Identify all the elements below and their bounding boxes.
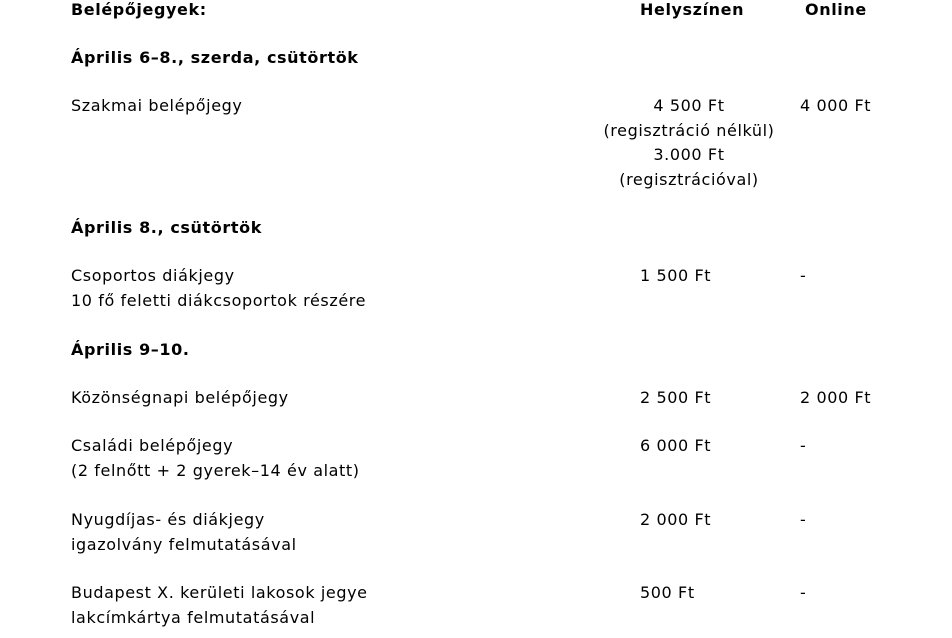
section-heading-text: Április 8., csütörtök (71, 218, 262, 237)
ticket-name-line: Családi belépőjegy (71, 436, 234, 455)
ticket-name-line: Budapest X. kerületi lakosok jegye (71, 583, 368, 602)
ticket-price-online: - (800, 510, 807, 529)
ticket-price-online: 4 000 Ft (800, 96, 872, 115)
ticket-name (71, 434, 360, 483)
ticket-price-online: - (800, 266, 807, 285)
price-onsite-line: 4 500 Ft (653, 96, 725, 115)
ticket-price-onsite: 2 000 Ft (640, 510, 712, 529)
price-onsite-line: (regisztrációval) (619, 169, 759, 189)
ticket-price-online: 2 000 Ft (800, 388, 872, 407)
section-heading-text: Április 9–10. (71, 340, 190, 359)
ticket-price-onsite (602, 94, 776, 192)
ticket-name-line: Csoportos diákjegy (71, 266, 235, 285)
ticket-name (71, 264, 366, 313)
ticket-price-onsite: 2 500 Ft (640, 388, 712, 407)
column-header-onsite: Helyszínen (640, 0, 745, 19)
ticket-name (71, 508, 297, 557)
ticket-price-online: - (800, 583, 807, 602)
ticket-price-onsite: 1 500 Ft (640, 266, 712, 285)
ticket-name (71, 581, 368, 630)
ticket-name (71, 386, 289, 411)
section-heading-text: Április 6–8., szerda, csütörtök (71, 48, 359, 67)
column-header-online: Online (805, 0, 867, 19)
ticket-name-line: lakcímkártya felmutatásával (71, 607, 316, 627)
ticket-name-line: Nyugdíjas- és diákjegy (71, 510, 265, 529)
ticket-name (71, 94, 243, 119)
ticket-name-line: Szakmai belépőjegy (71, 96, 243, 115)
price-onsite-line: (regisztráció nélkül) (603, 120, 775, 140)
ticket-name-line: 10 fő feletti diákcsoportok részére (71, 290, 367, 310)
ticket-name-line: Közönségnapi belépőjegy (71, 388, 289, 407)
ticket-price-online: - (800, 436, 807, 455)
ticket-price-onsite: 500 Ft (640, 583, 695, 602)
ticket-name-line: igazolvány felmutatásával (71, 534, 297, 554)
ticket-price-onsite: 6 000 Ft (640, 436, 712, 455)
price-onsite-line: 3.000 Ft (653, 145, 725, 164)
ticket-name-line: (2 felnőtt + 2 gyerek–14 év alatt) (71, 460, 360, 480)
table-title: Belépőjegyek: (71, 0, 207, 19)
